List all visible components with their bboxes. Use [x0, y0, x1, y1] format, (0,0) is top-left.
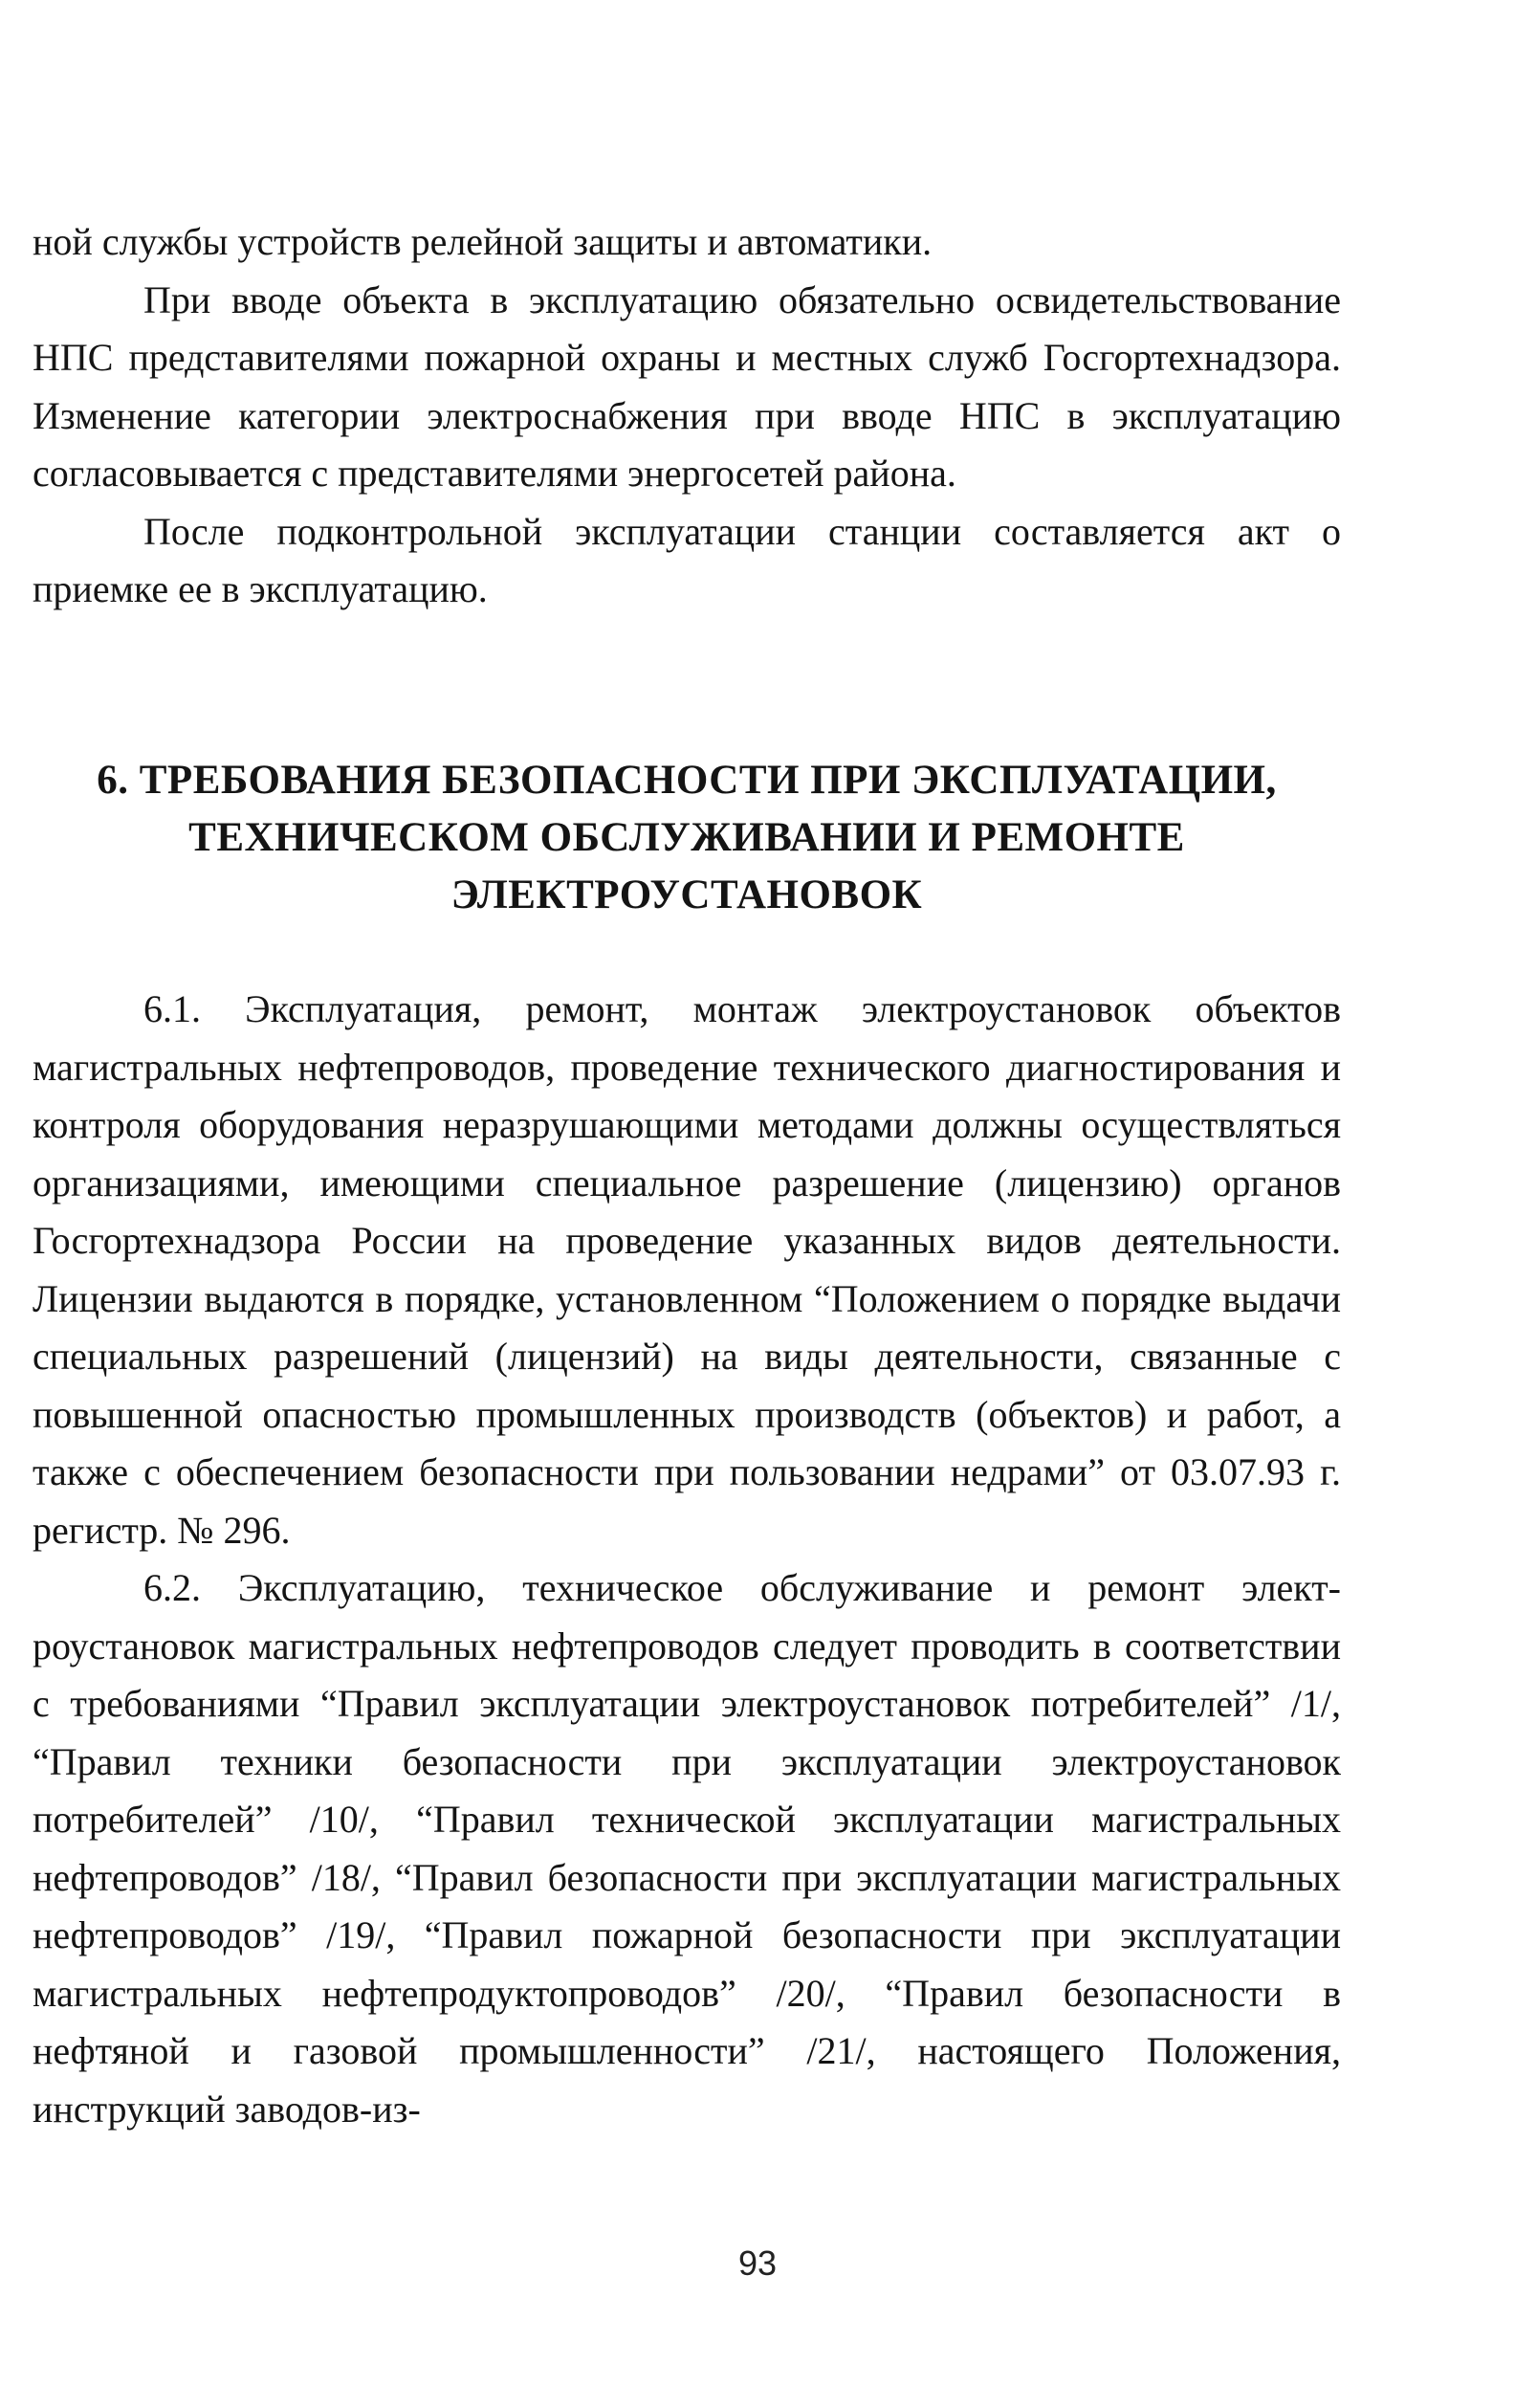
- section-heading-line-3: ЭЛЕКТРОУСТАНОВОК: [450, 873, 923, 917]
- paragraph-commissioning: При вводе объекта в эксплуатацию обязательно освидетельствование НПС представителями пожарной охраны и местных служб Госгортехнадзора. Изменение категории электроснабжения при вводе НПС в эксплуатацию согласовывается с представителями энергосетей района.: [33, 277, 1341, 495]
- text-block-section-6: [33, 981, 1341, 2138]
- text-block-top: [33, 213, 1341, 619]
- paragraph-6-2: 6.2. Эксплуатацию, техническое обслуживание и ремонт электроустановок магистральных нефтепроводов следует проводить в соответствии с требованиями “Правил эксплуатации электроустановок потребителей” /1/, “Правил техники безопасности при эксплуатации электроустановок потребителей” /10/, “Правил технической эксплуатации магистральных нефтепроводов” /18/, “Правил безопасности при эксплуатации магистральных нефтепроводов” /19/, “Правил пожарной безопасности при эксплуатации магистральных нефтепродуктопроводов” /20/, “Правил безопасности в нефтяной и газовой промышленности” /21/, настоящего Положения, инструкций заводов-из-: [33, 1566, 1341, 2131]
- paragraph-6-1: 6.1. Эксплуатация, ремонт, монтаж электроустановок объектов магистральных нефтепроводов, проведение технического диагностирования и контроля оборудования неразрушающими методами должны осуществляться организациями, имеющими специальное разрешение (лицензию) органов Госгортехнадзора России на проведение указанных видов деятельности. Лицензии выдаются в порядке, установленном “Положением о порядке выдачи специальных разрешений (лицензий) на виды деятельности, связанные с повышенной опасностью промышленных производств (объектов) и работ, а также с обеспечением безопасности при пользовании недрами” от 03.07.93 г. регистр. № 296.: [33, 987, 1341, 1552]
- continuation-line: ной службы устройств релейной защиты и автоматики.: [33, 220, 933, 263]
- section-heading: [33, 752, 1341, 924]
- section-heading-line-2: ТЕХНИЧЕСКОМ ОБСЛУЖИВАНИИ И РЕМОНТЕ: [188, 815, 1185, 860]
- page-number: 93: [737, 2243, 778, 2283]
- paragraph-acceptance: После подконтрольной эксплуатации станции составляется акт о приемке ее в эксплуатацию.: [33, 509, 1341, 610]
- section-heading-line-1: 6. ТРЕБОВАНИЯ БЕЗОПАСНОСТИ ПРИ ЭКСПЛУАТАЦИИ,: [97, 758, 1277, 803]
